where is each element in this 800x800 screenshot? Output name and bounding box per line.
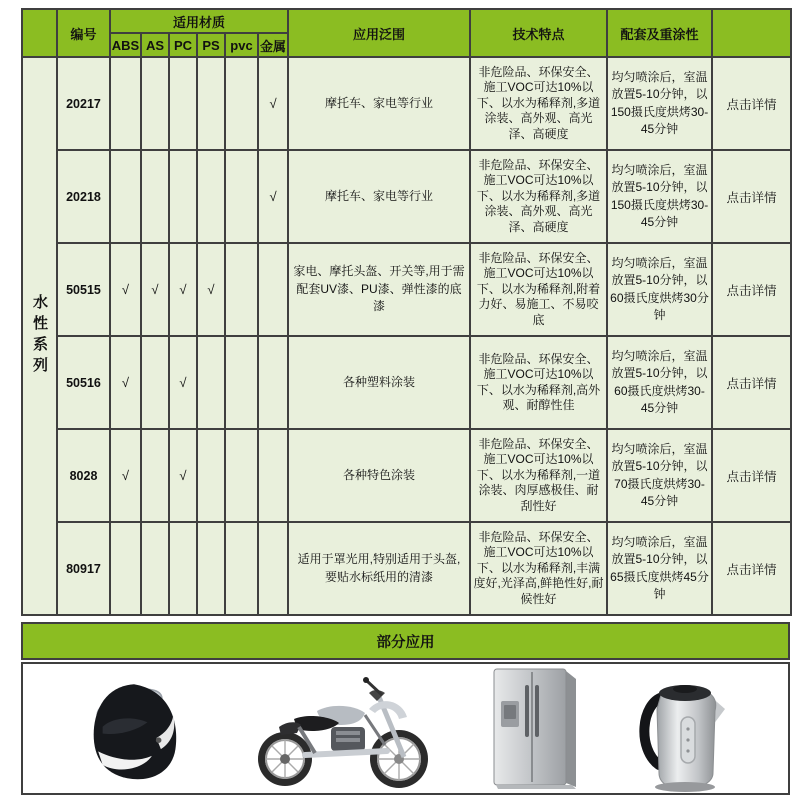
detail-link[interactable]: 点击详情 [712, 522, 791, 615]
check-metal: √ [258, 57, 288, 150]
check-abs [110, 150, 141, 243]
check-pc: √ [169, 336, 197, 429]
motorcycle-image [239, 667, 439, 791]
tech-cell: 非危险品、环保安全、施工VOC可达10%以下、以水为稀释剂,丰满度好,光泽高,鲜艳性好,耐候性好 [470, 522, 607, 615]
check-pvc [225, 522, 258, 615]
recoat-cell: 均匀喷涂后，室温放置5-10分钟，以65摄氏度烘烤45分钟 [607, 522, 712, 615]
application-gallery [21, 662, 790, 795]
product-number: 8028 [57, 429, 110, 522]
check-pvc [225, 336, 258, 429]
column-header-abs: ABS [110, 33, 141, 57]
product-number: 20218 [57, 150, 110, 243]
check-as [141, 522, 169, 615]
column-header-ps: PS [197, 33, 225, 57]
column-header-pc: PC [169, 33, 197, 57]
check-ps: √ [197, 243, 225, 336]
column-header-tech: 技术特点 [470, 9, 607, 57]
column-header-number: 编号 [57, 9, 110, 57]
corner-header-cell [22, 9, 57, 57]
check-pc [169, 522, 197, 615]
detail-link[interactable]: 点击详情 [712, 150, 791, 243]
column-header-recoat: 配套及重涂性 [607, 9, 712, 57]
column-header-detail [712, 9, 791, 57]
check-metal: √ [258, 150, 288, 243]
check-abs: √ [110, 336, 141, 429]
tech-cell: 非危险品、环保安全、施工VOC可达10%以下、以水为稀释剂,一道涂装、肉厚感极佳、耐刮性好 [470, 429, 607, 522]
recoat-cell: 均匀喷涂后，室温放置5-10分钟，以60摄氏度烘烤30分钟 [607, 243, 712, 336]
section-banner [21, 622, 790, 660]
table-row [22, 429, 791, 522]
application-cell: 摩托车、家电等行业 [288, 150, 470, 243]
series-label: 水性系列 [22, 57, 57, 615]
table-row [22, 522, 791, 615]
check-ps [197, 336, 225, 429]
product-number: 50515 [57, 243, 110, 336]
tech-cell: 非危险品、环保安全、施工VOC可达10%以下、以水为稀释剂,高外观、耐醇性佳 [470, 336, 607, 429]
recoat-cell: 均匀喷涂后，室温放置5-10分钟，以150摄氏度烘烤30-45分钟 [607, 150, 712, 243]
recoat-cell: 均匀喷涂后，室温放置5-10分钟，以70摄氏度烘烤30-45分钟 [607, 429, 712, 522]
detail-link[interactable]: 点击详情 [712, 429, 791, 522]
check-as: √ [141, 243, 169, 336]
electric-kettle-image [629, 665, 733, 793]
table-row [22, 336, 791, 429]
check-pvc [225, 243, 258, 336]
check-pc [169, 150, 197, 243]
recoat-cell: 均匀喷涂后，室温放置5-10分钟，以60摄氏度烘烤30-45分钟 [607, 336, 712, 429]
check-metal [258, 522, 288, 615]
check-pvc [225, 429, 258, 522]
recoat-cell: 均匀喷涂后，室温放置5-10分钟，以150摄氏度烘烤30-45分钟 [607, 57, 712, 150]
section-banner-title: 部分应用 [376, 634, 435, 651]
refrigerator-image [488, 665, 580, 793]
table-row [22, 150, 791, 243]
application-cell: 各种塑料涂装 [288, 336, 470, 429]
check-pc: √ [169, 243, 197, 336]
check-as [141, 336, 169, 429]
table-row [22, 243, 791, 336]
check-pc [169, 57, 197, 150]
tech-cell: 非危险品、环保安全、施工VOC可达10%以下、以水为稀释剂,多道涂装、高外观、高光泽、高硬度 [470, 57, 607, 150]
check-ps [197, 429, 225, 522]
product-number: 80917 [57, 522, 110, 615]
column-header-pvc: pvc [225, 33, 258, 57]
table-row [22, 57, 791, 150]
application-cell: 适用于罩光用,特别适用于头盔,要贴水标纸用的清漆 [288, 522, 470, 615]
check-abs: √ [110, 429, 141, 522]
check-metal [258, 243, 288, 336]
product-number: 20217 [57, 57, 110, 150]
check-as [141, 429, 169, 522]
check-ps [197, 57, 225, 150]
detail-link[interactable]: 点击详情 [712, 57, 791, 150]
detail-link[interactable]: 点击详情 [712, 336, 791, 429]
check-pvc [225, 57, 258, 150]
check-ps [197, 522, 225, 615]
product-spec-table [21, 8, 792, 616]
check-ps [197, 150, 225, 243]
tech-cell: 非危险品、环保安全、施工VOC可达10%以下、以水为稀释剂,多道涂装、高外观、高光泽、高硬度 [470, 150, 607, 243]
detail-link[interactable]: 点击详情 [712, 243, 791, 336]
application-cell: 家电、摩托头盔、开关等,用于需配套UV漆、PU漆、弹性漆的底漆 [288, 243, 470, 336]
product-number: 50516 [57, 336, 110, 429]
column-header-as: AS [141, 33, 169, 57]
check-abs: √ [110, 243, 141, 336]
check-pvc [225, 150, 258, 243]
check-as [141, 57, 169, 150]
column-header-materials-group: 适用材质 [110, 9, 288, 33]
column-header-metal: 金属 [258, 33, 288, 57]
check-abs [110, 522, 141, 615]
column-header-application: 应用泛围 [288, 9, 470, 57]
check-abs [110, 57, 141, 150]
helmet-image [78, 673, 190, 785]
check-as [141, 150, 169, 243]
application-cell: 摩托车、家电等行业 [288, 57, 470, 150]
check-pc: √ [169, 429, 197, 522]
check-metal [258, 336, 288, 429]
application-cell: 各种特色涂装 [288, 429, 470, 522]
tech-cell: 非危险品、环保安全、施工VOC可达10%以下、以水为稀释剂,附着力好、易施工、不易咬底 [470, 243, 607, 336]
check-metal [258, 429, 288, 522]
